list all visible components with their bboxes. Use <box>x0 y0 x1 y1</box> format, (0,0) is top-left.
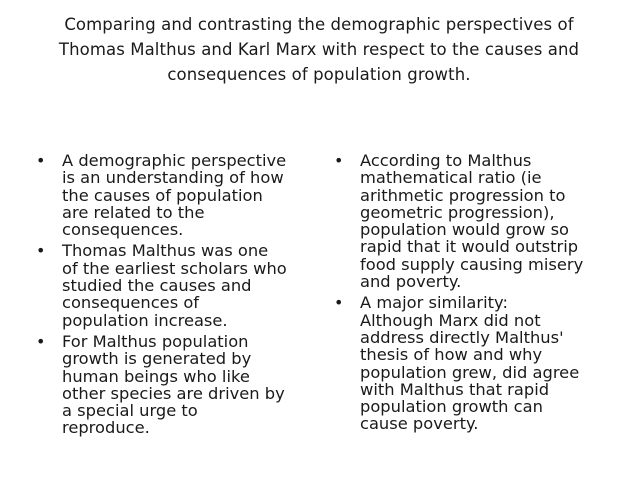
bullet-line: population grew, did agree <box>360 362 580 382</box>
bullet-icon: • <box>334 151 344 170</box>
bullet-line: reproduce. <box>62 418 150 438</box>
right-bullet-column <box>334 152 606 437</box>
bullet-line: Although Marx did not <box>360 310 541 330</box>
bullet-line: population growth can <box>360 397 543 417</box>
bullet-line: A demographic perspective <box>62 151 287 170</box>
bullet-icon: • <box>36 151 46 170</box>
title-line: Comparing and contrasting the demographic perspectives of <box>64 15 574 34</box>
bullet-line: thesis of how and why <box>360 345 543 365</box>
bullet-line: consequences. <box>62 220 184 240</box>
bullet-line: with Malthus that rapid <box>360 379 550 399</box>
bullet-line: address directly Malthus' <box>360 327 564 347</box>
title-line: consequences of population growth. <box>167 65 471 84</box>
bullet-line: growth is generated by <box>62 349 252 369</box>
title-line: Thomas Malthus and Karl Marx with respect to the causes and <box>58 40 580 59</box>
bullet-line: For Malthus population <box>62 331 249 351</box>
bullet-line: human beings who like <box>62 366 250 386</box>
bullet-line: mathematical ratio (ie <box>360 168 542 188</box>
bullet-item <box>334 294 606 432</box>
left-bullet-column <box>36 152 308 441</box>
bullet-item <box>36 333 308 437</box>
slide-title <box>20 12 618 87</box>
bullet-line: According to Malthus <box>360 151 532 170</box>
bullet-line: food supply causing misery <box>360 254 584 274</box>
bullet-line: geometric progression), <box>360 202 555 222</box>
bullet-line: is an understanding of how <box>62 168 284 188</box>
bullet-line: arithmetic progression to <box>360 185 566 205</box>
bullet-line: a special urge to <box>62 401 198 421</box>
bullet-line: the causes of population <box>62 185 263 205</box>
bullet-line: Thomas Malthus was one <box>62 241 269 261</box>
bullet-icon: • <box>36 241 46 261</box>
bullet-line: studied the causes and <box>62 276 252 296</box>
bullet-line: cause poverty. <box>360 414 479 434</box>
bullet-line: are related to the <box>62 202 205 222</box>
bullet-line: A major similarity: <box>360 293 508 313</box>
bullet-icon: • <box>36 331 46 351</box>
bullet-item <box>36 242 308 328</box>
bullet-line: consequences of <box>62 293 200 313</box>
bullet-line: population increase. <box>62 310 228 330</box>
bullet-item <box>334 152 606 290</box>
bullet-line: and poverty. <box>360 272 462 292</box>
bullet-item <box>36 152 308 238</box>
bullet-line: rapid that it would outstrip <box>360 237 579 257</box>
bullet-icon: • <box>334 293 344 313</box>
bullet-line: population would grow so <box>360 220 570 240</box>
bullet-line: other species are driven by <box>62 383 285 403</box>
bullet-line: of the earliest scholars who <box>62 258 287 278</box>
